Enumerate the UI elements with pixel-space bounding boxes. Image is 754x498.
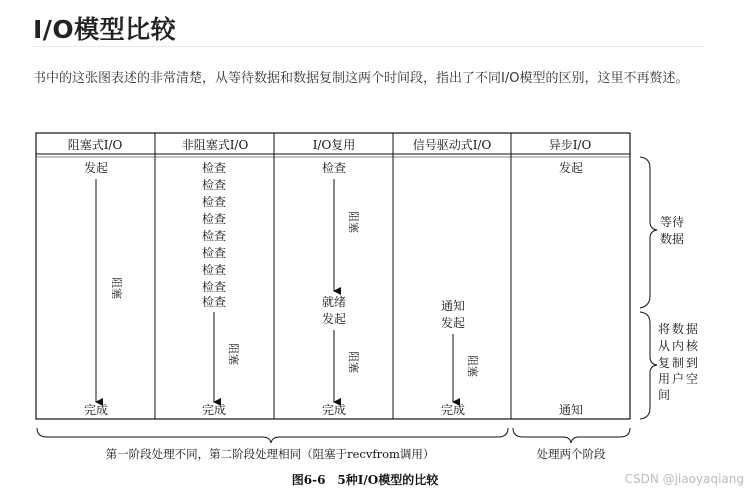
nonblocking-check: 检查 [201, 229, 227, 243]
mux-ready: 就绪 [321, 295, 347, 309]
wait-phase-label: 等待 [660, 215, 685, 229]
col-header-nonblocking: 非阻塞式I/O [181, 138, 249, 152]
col-header-multiplexing: I/O复用 [312, 138, 356, 152]
intro-paragraph: 书中的这张图表述的非常清楚，从等待数据和数据复制这两个时间段，指出了不同I/O模型的区别，这里不再赘述。 [33, 71, 689, 86]
signal-label: 阻塞 [466, 355, 479, 377]
wait-phase-brace [640, 157, 657, 308]
table-frame [36, 133, 630, 419]
signal-end: 完成 [440, 403, 466, 417]
signal-start: 发起 [440, 316, 466, 330]
mux-start: 发起 [321, 312, 347, 326]
async-start: 发起 [558, 161, 584, 175]
mux-label-1: 阻塞 [347, 211, 360, 233]
mux-label-2: 阻塞 [347, 351, 360, 373]
wait-phase-label: 数据 [660, 232, 685, 246]
nonblocking-check: 检查 [201, 161, 227, 175]
nonblocking-check: 检查 [201, 178, 227, 192]
col-header-async: 异步I/O [548, 138, 592, 152]
mux-check: 检查 [321, 161, 347, 175]
nonblocking-check: 检查 [201, 280, 227, 294]
col-header-signal: 信号驱动式I/O [412, 138, 492, 152]
mux-end: 完成 [321, 403, 347, 417]
nonblocking-label: 阻塞 [227, 343, 240, 365]
col-header-blocking: 阻塞式I/O [67, 138, 123, 152]
blocking-label: 阻塞 [110, 277, 123, 299]
copy-phase-label: 将数据 [658, 322, 701, 336]
nonblocking-check: 检查 [201, 295, 227, 309]
caption-left: 第一阶段处理不同，第二阶段处理相同（阻塞于recvfrom调用） [105, 447, 435, 461]
nonblocking-check: 检查 [201, 246, 227, 260]
page-title: I/O模型比较 [33, 15, 177, 44]
blocking-start: 发起 [83, 161, 109, 175]
copy-phase-label: 间 [658, 388, 671, 402]
bottom-brace-left [37, 428, 508, 443]
nonblocking-check: 检查 [201, 212, 227, 226]
caption-right: 处理两个阶段 [536, 447, 606, 461]
blocking-end: 完成 [83, 403, 109, 417]
bottom-brace-right [513, 428, 630, 443]
copy-phase-label: 复制到 [658, 356, 701, 370]
copy-phase-label: 用户空 [658, 372, 701, 386]
async-notify: 通知 [558, 403, 584, 417]
nonblocking-end: 完成 [201, 403, 227, 417]
nonblocking-check: 检查 [201, 195, 227, 209]
nonblocking-check: 检查 [201, 263, 227, 277]
figure-title: 图6-6 5种I/O模型的比较 [291, 473, 439, 487]
copy-phase-label: 从内核 [658, 339, 701, 353]
watermark: CSDN @jiaoyaqiang [624, 472, 744, 486]
signal-notify: 通知 [440, 299, 466, 313]
copy-phase-brace [640, 312, 657, 419]
nonblocking-checks [202, 160, 226, 309]
